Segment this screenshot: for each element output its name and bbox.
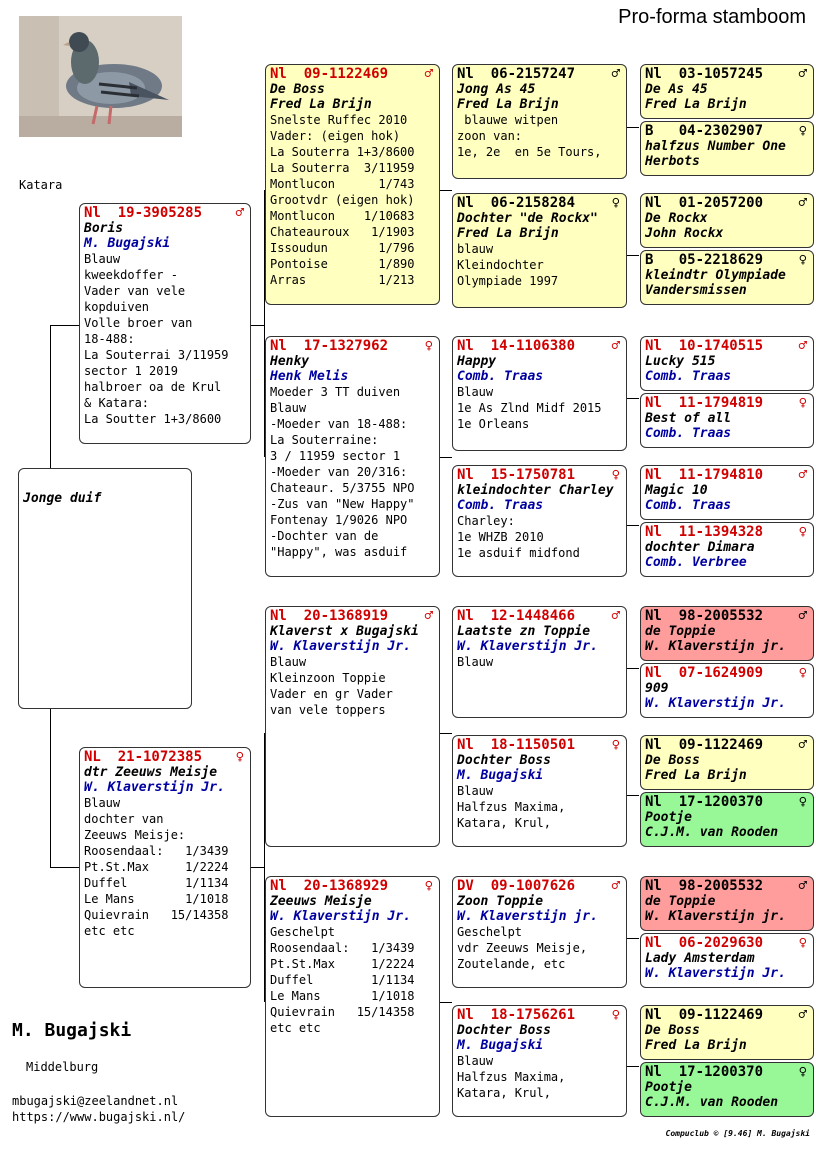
male-icon: ♂ xyxy=(798,1007,807,1023)
ggg-card-16[interactable]: Nl 17-1200370 ♀ Pootje C.J.M. van Rooden xyxy=(640,1062,814,1117)
breeder-name: W. Klaverstijn Jr. xyxy=(84,780,225,795)
female-icon: ♀ xyxy=(798,1064,807,1080)
ggg-card-9[interactable]: Nl 98-2005532 ♂ de Toppie W. Klaverstijn jr. xyxy=(640,606,814,661)
pigeon-name: Boris xyxy=(84,221,124,236)
male-icon: ♂ xyxy=(235,205,244,221)
grandparent-card-4[interactable]: Nl 20-1368929 ♀ Zeeuws Meisje W. Klaverstijn Jr. Geschelpt Roosendaal: 1/3439 Pt.St.Max 1/2224 Duffel 1/1134 Le Mans 1/1018 Quievrain 15/14358 etc etc xyxy=(265,876,440,1117)
ggg-card-2[interactable]: B 04-2302907 ♀ halfzus Number One Herbots xyxy=(640,121,814,176)
male-icon: ♂ xyxy=(424,608,433,624)
female-icon: ♀ xyxy=(798,395,807,411)
male-icon: ♂ xyxy=(798,338,807,354)
male-icon: ♂ xyxy=(798,737,807,753)
female-icon: ♀ xyxy=(798,794,807,810)
ggg-card-6[interactable]: Nl 11-1794819 ♀ Best of all Comb. Traas xyxy=(640,393,814,448)
great-grandparent-card-7[interactable]: DV 09-1007626 ♂ Zoon Toppie W. Klaverstijn jr. Geschelpt vdr Zeeuws Meisje, Zoutelande, etc xyxy=(452,876,627,988)
female-icon: ♀ xyxy=(611,195,620,211)
ggg-card-15[interactable]: Nl 09-1122469 ♂ De Boss Fred La Brijn xyxy=(640,1005,814,1060)
grandparent-card-1[interactable]: Nl 09-1122469 ♂ De Boss Fred La Brijn Snelste Ruffec 2010 Vader: (eigen hok) La Souterra 1+3/8600 La Souterra 3/11959 Montlucon 1/743 Grootvdr (eigen hok) Montlucon 1/10683 Chateauroux 1/1903 Issoudun 1/796 Pontoise 1/890 Arras 1/213 xyxy=(265,64,440,305)
female-icon: ♀ xyxy=(424,338,433,354)
ggg-card-13[interactable]: Nl 98-2005532 ♂ de Toppie W. Klaverstijn jr. xyxy=(640,876,814,931)
ggg-card-4[interactable]: B 05-2218629 ♀ kleindtr Olympiade Vandersmissen xyxy=(640,250,814,305)
great-grandparent-card-2[interactable]: Nl 06-2158284 ♀ Dochter "de Rockx" Fred La Brijn blauw Kleindochter Olympiade 1997 xyxy=(452,193,627,308)
ggg-card-1[interactable]: Nl 03-1057245 ♂ De As 45 Fred La Brijn xyxy=(640,64,814,119)
male-icon: ♂ xyxy=(798,608,807,624)
male-icon: ♂ xyxy=(798,878,807,894)
ggg-card-5[interactable]: Nl 10-1740515 ♂ Lucky 515 Comb. Traas xyxy=(640,336,814,391)
female-icon: ♀ xyxy=(798,665,807,681)
female-icon: ♀ xyxy=(235,749,244,765)
great-grandparent-card-8[interactable]: Nl 18-1756261 ♀ Dochter Boss M. Bugajski Blauw Halfzus Maxima, Katara, Krul, xyxy=(452,1005,627,1117)
male-icon: ♂ xyxy=(798,195,807,211)
pigeon-notes: Blauw kweekdoffer - Vader van vele kopduiven Volle broer van 18-488: La Souterrai 3/11959 sector 1 2019 halbroer oa de Krul & Katara: La Soutter 1+3/8600 xyxy=(84,252,229,426)
female-icon: ♀ xyxy=(611,467,620,483)
great-grandparent-card-1[interactable]: Nl 06-2157247 ♂ Jong As 45 Fred La Brijn blauwe witpen zoon van: 1e, 2e en 5e Tours, xyxy=(452,64,627,179)
male-icon: ♂ xyxy=(611,878,620,894)
great-grandparent-card-6[interactable]: Nl 18-1150501 ♀ Dochter Boss M. Bugajski Blauw Halfzus Maxima, Katara, Krul, xyxy=(452,735,627,847)
grandparent-card-3[interactable]: Nl 20-1368919 ♂ Klaverst x Bugajski W. Klaverstijn Jr. Blauw Kleinzoon Toppie Vader en gr Vader van vele toppers xyxy=(265,606,440,847)
great-grandparent-card-4[interactable]: Nl 15-1750781 ♀ kleindochter Charley Comb. Traas Charley: 1e WHZB 2010 1e asduif midfond xyxy=(452,465,627,577)
pigeon-photo xyxy=(19,16,182,137)
male-icon: ♂ xyxy=(611,608,620,624)
ggg-card-14[interactable]: Nl 06-2029630 ♀ Lady Amsterdam W. Klaverstijn Jr. xyxy=(640,933,814,988)
subject-name: Katara xyxy=(19,178,63,192)
ggg-card-7[interactable]: Nl 11-1794810 ♂ Magic 10 Comb. Traas xyxy=(640,465,814,520)
owner-name: M. Bugajski xyxy=(12,1020,132,1041)
owner-email[interactable]: mbugajski@zeelandnet.nl xyxy=(12,1094,179,1108)
female-icon: ♀ xyxy=(424,878,433,894)
parent-father-card[interactable] xyxy=(79,203,251,444)
ggg-card-8[interactable]: Nl 11-1394328 ♀ dochter Dimara Comb. Verbree xyxy=(640,522,814,577)
ggg-card-3[interactable]: Nl 01-2057200 ♂ De Rockx John Rockx xyxy=(640,193,814,248)
breeder-name: M. Bugajski xyxy=(84,236,171,251)
page-title: Pro-forma stamboom xyxy=(618,6,806,28)
great-grandparent-card-5[interactable]: Nl 12-1448466 ♂ Laatste zn Toppie W. Klaverstijn Jr. Blauw xyxy=(452,606,627,718)
ggg-card-11[interactable]: Nl 09-1122469 ♂ De Boss Fred La Brijn xyxy=(640,735,814,790)
great-grandparent-card-3[interactable]: Nl 14-1106380 ♂ Happy Comb. Traas Blauw 1e As Zlnd Midf 2015 1e Orleans xyxy=(452,336,627,451)
owner-city: Middelburg xyxy=(26,1060,99,1074)
male-icon: ♂ xyxy=(424,66,433,82)
parent-mother-card[interactable] xyxy=(79,747,251,988)
subject-box: Jonge duif xyxy=(18,468,192,709)
male-icon: ♂ xyxy=(798,467,807,483)
ggg-card-12[interactable]: Nl 17-1200370 ♀ Pootje C.J.M. van Rooden xyxy=(640,792,814,847)
male-icon: ♂ xyxy=(611,66,620,82)
female-icon: ♀ xyxy=(798,123,807,139)
female-icon: ♀ xyxy=(611,737,620,753)
ggg-card-10[interactable]: Nl 07-1624909 ♀ 909 W. Klaverstijn Jr. xyxy=(640,663,814,718)
female-icon: ♀ xyxy=(611,1007,620,1023)
male-icon: ♂ xyxy=(798,66,807,82)
owner-contact xyxy=(12,1093,185,1125)
ring-number: NL 21-1072385 ♀ xyxy=(84,749,244,765)
grandparent-card-2[interactable]: Nl 17-1327962 ♀ Henky Henk Melis Moeder 3 TT duiven Blauw -Moeder van 18-488: La Souterraine: 3 / 11959 sector 1 -Moeder van 20/316: Chateaur. 5/3755 NPO -Zus van "New Happy" Fontenay 1/9026 NPO -Dochter van de "Happy", was asduif xyxy=(265,336,440,577)
female-icon: ♀ xyxy=(798,252,807,268)
female-icon: ♀ xyxy=(798,524,807,540)
owner-website[interactable]: https://www.bugajski.nl/ xyxy=(12,1110,186,1124)
female-icon: ♀ xyxy=(798,935,807,951)
ring-number: Nl 19-3905285 ♂ xyxy=(84,205,244,221)
footer-credit: Compuclub © [9.46] M. Bugajski xyxy=(665,1129,810,1138)
pigeon-notes: Blauw dochter van Zeeuws Meisje: Roosendaal: 1/3439 Pt.St.Max 1/2224 Duffel 1/1134 Le Mans 1/1018 Quievrain 15/14358 etc etc xyxy=(84,796,229,938)
pigeon-name: dtr Zeeuws Meisje xyxy=(84,765,218,780)
male-icon: ♂ xyxy=(611,338,620,354)
